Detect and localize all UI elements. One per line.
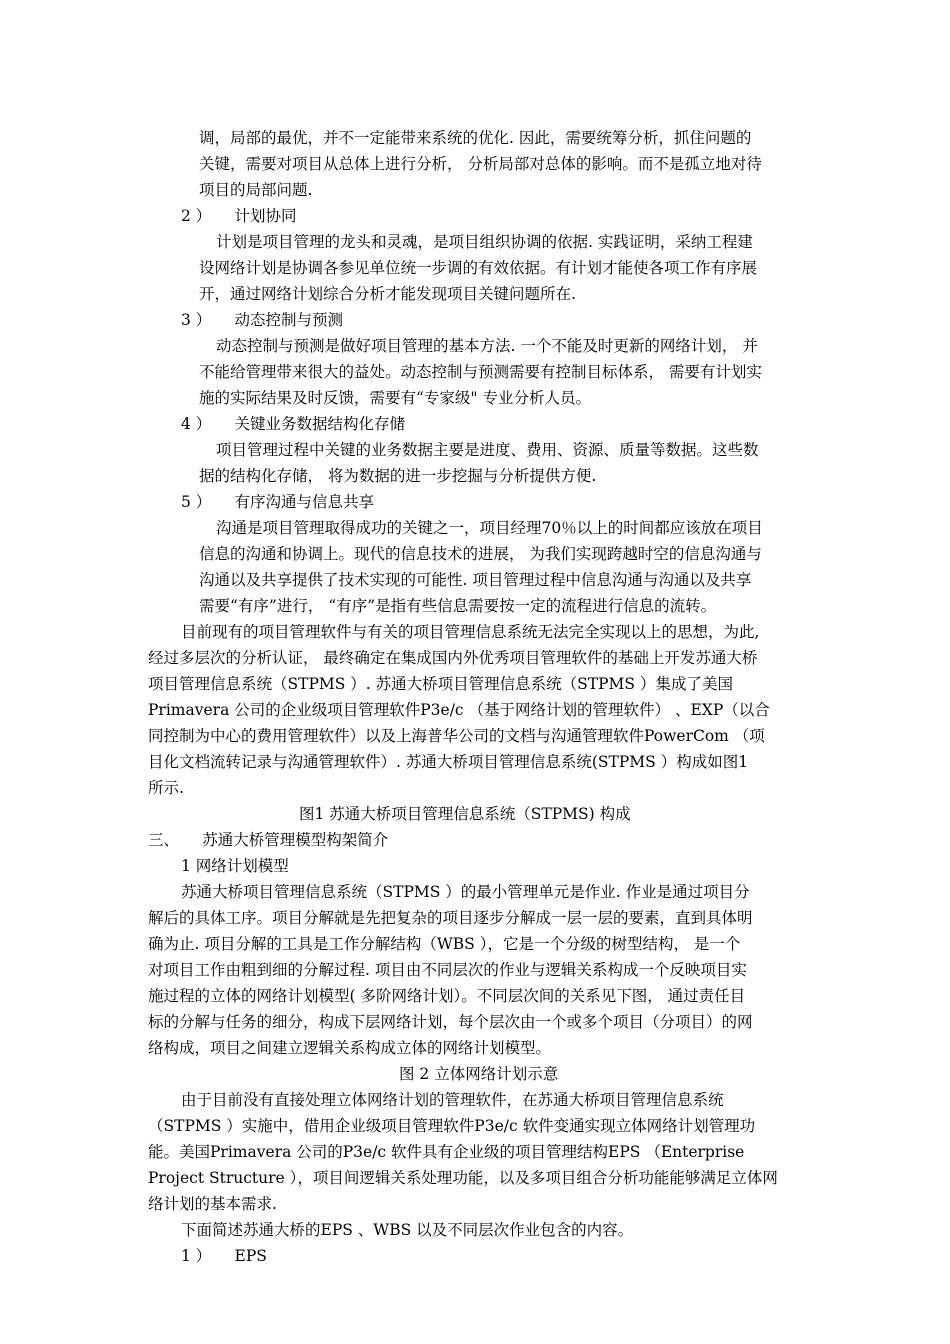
list-heading: 3 ） 动态控制与预测 — [181, 311, 344, 329]
text-line: 同控制为中心的费用管理软件）以及上海普华公司的文档与沟通管理软件PowerCom （项 — [148, 727, 765, 745]
section-heading: 三、 苏通大桥管理模型构架简介 — [148, 831, 389, 849]
text-line: 络计划的基本需求. — [148, 1195, 277, 1213]
text-line: 沟通以及共享提供了技术实现的可能性. 项目管理过程中信息沟通与沟通以及共享 — [199, 571, 752, 589]
subsection-heading: 1 网络计划模型 — [181, 857, 289, 875]
text-line: Primavera 公司的企业级项目管理软件P3e/c （基于网络计划的管理软件） 、EXP（以合 — [148, 701, 770, 719]
text-line: 计划是项目管理的龙头和灵魂，是项目组织协调的依据. 实践证明，采纳工程建 — [216, 233, 753, 251]
text-line: 所示. — [148, 779, 184, 797]
text-line: 调，局部的最优，并不一定能带来系统的优化. 因此，需要统筹分析，抓住问题的 — [199, 129, 752, 147]
text-line: （STPMS ）实施中，借用企业级项目管理软件P3e/c 软件变通实现立体网络计划管理功 — [148, 1117, 756, 1135]
text-line: Project Structure ），项目间逻辑关系处理功能，以及多项目组合分析功能能够满足立体网 — [148, 1169, 778, 1187]
figure-caption: 图1 苏通大桥项目管理信息系统（STPMS) 构成 — [299, 805, 631, 823]
text-line: 沟通是项目管理取得成功的关键之一，项目经理70％以上的时间都应该放在项目 — [216, 519, 763, 537]
text-line: 施的实际结果及时反馈，需要有“专家级" 专业分析人员。 — [199, 389, 591, 407]
text-line: 苏通大桥项目管理信息系统（STPMS ）的最小管理单元是作业. 作业是通过项目分 — [181, 883, 750, 901]
text-line: 经过多层次的分析认证， 最终确定在集成国内外优秀项目管理软件的基础上开发苏通大桥 — [148, 649, 758, 667]
text-line: 目化文档流转记录与沟通管理软件）. 苏通大桥项目管理信息系统(STPMS ）构成如图1 — [148, 753, 749, 771]
list-heading: 1 ） EPS — [181, 1247, 267, 1265]
text-line: 标的分解与任务的细分，构成下层网络计划，每个层次由一个或多个项目（分项目）的网 — [148, 1013, 753, 1031]
text-line: 不能给管理带来很大的益处。动态控制与预测需要有控制目标体系， 需要有计划实 — [199, 363, 762, 381]
text-line: 由于目前没有直接处理立体网络计划的管理软件，在苏通大桥项目管理信息系统 — [181, 1091, 724, 1109]
text-line: 下面简述苏通大桥的EPS 、WBS 以及不同层次作业包含的内容。 — [181, 1221, 634, 1239]
text-line: 关键，需要对项目从总体上进行分析， 分析局部对总体的影响。而不是孤立地对待 — [199, 155, 762, 173]
list-heading: 4 ） 关键业务数据结构化存储 — [181, 415, 406, 433]
text-line: 对项目工作由粗到细的分解过程. 项目由不同层次的作业与逻辑关系构成一个反映项目实 — [148, 961, 747, 979]
text-line: 开，通过网络计划综合分析才能发现项目关键问题所在. — [199, 285, 576, 303]
text-line: 络构成，项目之间建立逻辑关系构成立体的网络计划模型。 — [148, 1039, 552, 1057]
figure-caption: 图 2 立体网络计划示意 — [399, 1065, 559, 1083]
text-line: 能。美国Primavera 公司的P3e/c 软件具有企业级的项目管理结构EPS （Enterprise — [148, 1143, 745, 1161]
list-heading: 2 ） 计划协同 — [181, 207, 297, 225]
text-line: 目前现有的项目管理软件与有关的项目管理信息系统无法完全实现以上的思想，为此, — [181, 623, 760, 641]
text-line: 确为止. 项目分解的工具是工作分解结构（WBS ），它是一个分级的树型结构， 是一个 — [148, 935, 741, 953]
text-line: 据的结构化存储， 将为数据的进一步挖掘与分析提供方便. — [199, 467, 597, 485]
text-line: 施过程的立体的网络计划模型( 多阶网络计划）。不同层次间的关系见下图， 通过责任目 — [148, 987, 746, 1005]
text-line: 需要“有序”进行， “有序”是指有些信息需要按一定的流程进行信息的流转。 — [199, 597, 717, 615]
text-line: 解后的具体工序。项目分解就是先把复杂的项目逐步分解成一层一层的要素，直到具体明 — [148, 909, 753, 927]
text-line: 动态控制与预测是做好项目管理的基本方法. 一个不能及时更新的网络计划， 并 — [216, 337, 758, 355]
list-heading: 5 ） 有序沟通与信息共享 — [181, 493, 375, 511]
text-line: 信息的沟通和协调上。现代的信息技术的进展， 为我们实现跨越时空的信息沟通与 — [199, 545, 762, 563]
text-line: 设网络计划是协调各参见单位统一步调的有效依据。有计划才能使各项工作有序展 — [199, 259, 758, 277]
text-line: 项目管理信息系统（STPMS ）. 苏通大桥项目管理信息系统（STPMS ）集成了美国 — [148, 675, 733, 693]
text-line: 项目管理过程中关键的业务数据主要是进度、费用、资源、质量等数据。这些数 — [216, 441, 759, 459]
text-line: 项目的局部问题. — [199, 181, 313, 199]
